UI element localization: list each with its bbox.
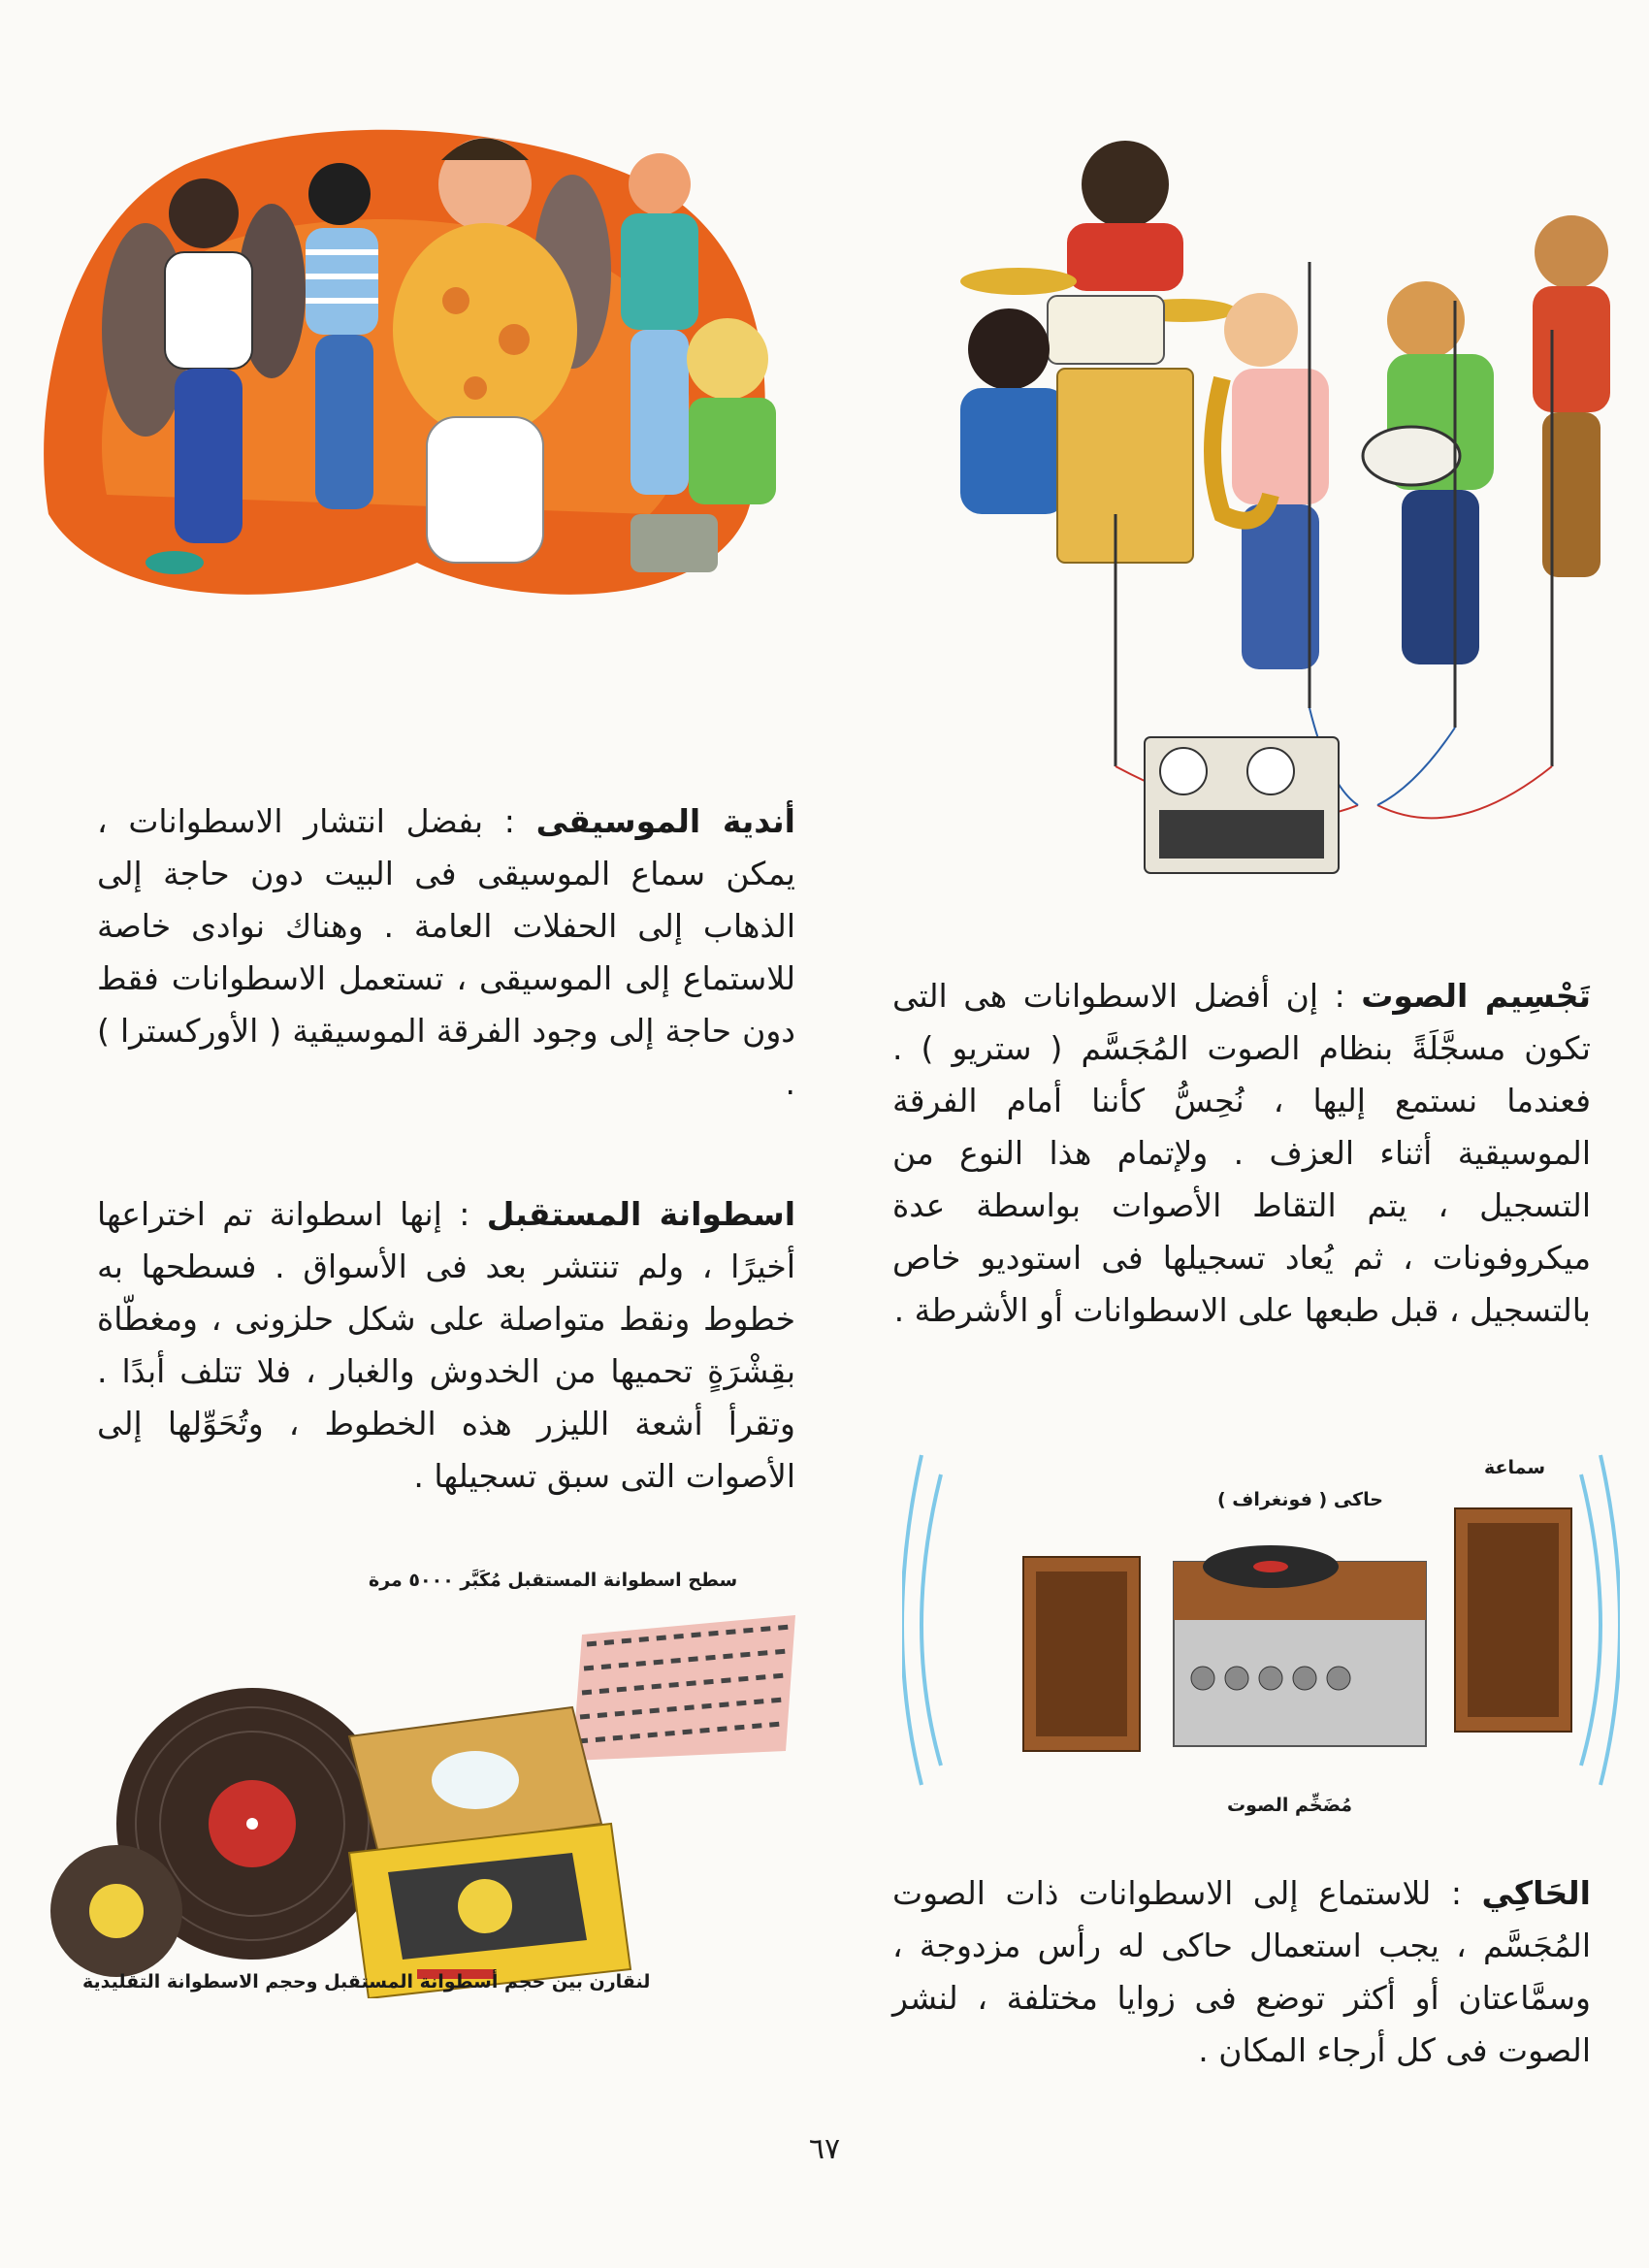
dancers-illustration <box>29 107 805 650</box>
amplifier-caption: مُضَخِّم الصوت <box>1227 1795 1353 1816</box>
phonograph-caption: حاكى ( فونغراف ) <box>1217 1489 1383 1510</box>
comparison-caption: لنقارن بين حجم أسطوانة المستقبل وحجم الاسطوانة التقليدية <box>82 1971 651 1993</box>
future-record-body: : إنها اسطوانة تم اختراعها أخيرًا ، ولم تنتشر بعد فى الأسواق . فسطحها به خطوط ونقط متواصلة على شكل حلزونى ، ومغطّاة بقِشْرَةٍ تحميها من الخدوش والغبار ، فلا تتلف أبدًا . وتقرأ أشعة الليزر هذه الخطوط ، وتُحَوِّلها إلى الأصوات التى سبق تسجيلها . <box>97 1195 795 1495</box>
magnified-surface-caption: سطح اسطوانة المستقبل مُكَبَّر ٥٠٠٠ مرة <box>369 1570 738 1591</box>
music-clubs-body: : بفضل انتشار الاسطوانات ، يمكن سماع الموسيقى فى البيت دون حاجة إلى الذهاب إلى الحفلات العامة . وهناك نوادى خاصة للاستماع إلى الموسيقى ، تستعمل الاسطوانات فقط دون حاجة إلى وجود الفرقة الموسيقية ( الأوركسترا ) . <box>97 802 795 1102</box>
future-record-title: اسطوانة المستقبل <box>486 1195 796 1233</box>
music-clubs-title: أندية الموسيقى <box>535 802 795 840</box>
stereo-paragraph <box>892 970 1591 1337</box>
phonograph-paragraph <box>892 1867 1591 2077</box>
band-illustration <box>873 107 1630 883</box>
page-number: ٦٧ <box>808 2132 841 2166</box>
phonograph-title: الحَاكِي <box>1481 1874 1591 1912</box>
stereo-title: تَجْسِيم الصوت <box>1361 977 1591 1015</box>
phonograph-body: : للاستماع إلى الاسطوانات ذات الصوت المُجَسَّم ، يجب استعمال حاكى له رأس مزدوجة ، وسمَّاعتان أو أكثر توضع فى زوايا مختلفة ، لنشر الصوت فى كل أرجاء المكان . <box>892 1874 1591 2069</box>
records-player-illustration <box>29 1669 728 1998</box>
future-record-paragraph <box>97 1188 795 1503</box>
music-clubs-paragraph <box>97 795 795 1110</box>
speaker-caption: سماعة <box>1484 1457 1546 1478</box>
stereo-body: : إن أفضل الاسطوانات هى التى تكون مسجَّلَةً بنظام الصوت المُجَسَّم ( ستريو ) . فعندما نستمع إليها ، نُحِسُّ كأننا أمام الفرقة الموسيقية أثناء العزف . ولإتمام هذا النوع من التسجيل ، يتم التقاط الأصوات بواسطة عدة ميكروفونات ، ثم يُعاد تسجيلها فى استوديو خاص بالتسجيل ، قبل طبعها على الاسطوانات أو الأشرطة . <box>892 977 1591 1329</box>
